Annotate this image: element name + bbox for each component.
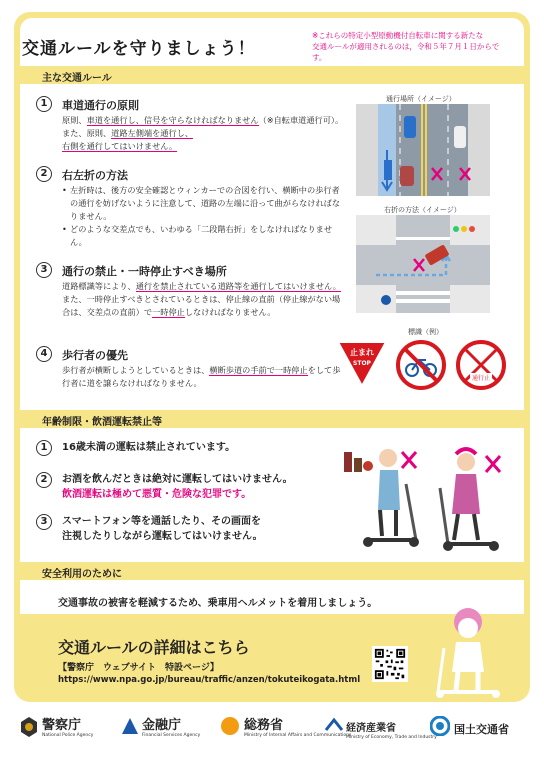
- poster: 交通ルールを守りましょう！ ※これらの特定小型原動機付自転車に関する新たな 交通ルールが適用されるのは，令和５年７月１日からです。 主な交通ルール 1 車道通行の原則 原則、車道を通行し、信号を守らなければなりません（※自転車道通行可）。また、原則、道路左側端を通行し、 右側を通行してはいけません。 2 右左折の方法 • 左折時は、後方の安全確認とウィンカーでの合図を行い、横断中の歩行者の通行を妨げないように注意して、道路の左端に沿って曲がらなければなりません。 • どのような交差点でも、いわゆる「二段階右折」をしなければなりません。 3 通行の禁止・一時停止すべき場所 道路標識等により、通行を禁止されている道路等を通行してはいけません。また、一時停止すべきとされているときは、停止線の直前（停止線がない場合は、交差点の直前）で一時停止しなければなりません。 4 歩行者の優先 歩行者が横断しようとしているときは、横断歩道の手前で一時停止をして歩行者に道を譲らなければなりません。 通行場所（イメージ） 右折の方法（イメージ） 標識（例） 止まれ STOP 通行止 年齢制限・飲酒運転禁止等 1 16歳未満の運転は禁止されています。 2 お酒を飲んだときは絶対に運転してはいけません。 飲酒運転は極めて悪質・危険な犯罪です。 3 スマートフォン等を通話したり、その画面を 注視したりしながら運転してはいけません。 安全利用のために 交通事故の被害を軽減するため、乗車用ヘルメットを着用しましょう。 交通ルールの詳細はこちら 【警察庁 ウェブサイト 特設ページ】 https://www.npa.go.jp/bureau/traffic/anzen/tokuteikogata.html 警察庁 National Police Agency 金融庁 Financial Services Agency 総務省 Ministry of Internal Affairs and Communications 経済産業省 Ministry of Economy, Trade and Industry 国土交通省: [0, 0, 544, 768]
- svg-text:通行止: 通行止: [471, 375, 491, 382]
- section-heading-main-rules: 主な交通ルール: [20, 66, 524, 84]
- helmet-message: 交通事故の被害を軽減するため、乗車用ヘルメットを着用しましょう。: [58, 598, 378, 609]
- helmet-rider-illustration: [418, 602, 514, 698]
- section-heading-safety: 安全利用のために: [20, 562, 524, 580]
- signs-label: 標識（例）: [408, 328, 443, 336]
- effective-date-note: ※これらの特定小型原動機付自転車に関する新たな 交通ルールが適用されるのは，令和５年７月１日からです。: [312, 31, 500, 62]
- item-title: 歩行者の優先: [62, 349, 128, 362]
- fsa-mark-icon: [120, 716, 140, 736]
- item-body: 原則、車道を通行し、信号を守らなければなりません（※自転車道通行可）。また、原則、道路左側端を通行し、 右側を通行してはいけません。: [62, 115, 344, 151]
- item-title: 車道通行の原則: [62, 99, 139, 112]
- website-url[interactable]: https://www.npa.go.jp/bureau/traffic/anzen/tokuteikogata.html: [58, 675, 361, 685]
- mic-mark-icon: [220, 716, 240, 736]
- item-title: 右左折の方法: [62, 169, 128, 182]
- section-heading-age-alcohol: 年齢制限・飲酒運転禁止等: [20, 410, 524, 428]
- details-title: 交通ルールの詳細はこちら: [58, 638, 250, 657]
- lane-illustration: [356, 104, 490, 196]
- no-entry-sign: [456, 340, 506, 390]
- item-body: 道路標識等により、通行を禁止されている道路等を通行してはいけません。また、一時停止すべきとされているときは、停止線の直前（停止線がない場合は、交差点の直前）で一時停止しなければなりません。: [62, 281, 341, 317]
- riders-illustration: [336, 436, 516, 558]
- mlit-mark-icon: [430, 716, 450, 736]
- stop-sign: [336, 340, 388, 388]
- no-bicycle-sign: [396, 340, 446, 390]
- meti-mark-icon: [324, 716, 344, 736]
- item-number: 4: [36, 346, 52, 362]
- item-title: 通行の禁止・一時停止すべき場所: [62, 265, 227, 278]
- item-number: 3: [36, 262, 52, 278]
- qr-code[interactable]: [372, 646, 408, 682]
- item-number: 2: [36, 166, 52, 182]
- item-body: 歩行者が横断しようとしているときは、横断歩道の手前で一時停止をして歩行者に道を譲らなければなりません。: [62, 365, 341, 388]
- page-title: 交通ルールを守りましょう！: [22, 39, 256, 59]
- turn-illustration: [356, 215, 490, 313]
- svg-text:止まれ: 止まれ: [350, 348, 374, 357]
- item-body: • 左折時は、後方の安全確認とウィンカーでの合図を行い、横断中の歩行者の通行を妨げないように注意して、道路の左端に沿って曲がらなければなりません。 • どのような交差点でも、いわゆる「二段階右折」をしなければなりません。: [62, 184, 346, 249]
- lane-image-label: 通行場所（イメージ）: [386, 95, 456, 103]
- agency-logos: 警察庁 National Police Agency 金融庁 Financial Services Agency 総務省 Ministry of Internal Affairs and Communications 経済産業省 Ministry of Economy, Trade and Industry 国土交通省: [0, 712, 544, 762]
- turn-image-label: 右折の方法（イメージ）: [384, 206, 461, 214]
- website-label: 【警察庁 ウェブサイト 特設ページ】: [58, 663, 219, 673]
- police-emblem-icon: [20, 716, 38, 738]
- item-number: 1: [36, 96, 52, 112]
- svg-text:STOP: STOP: [353, 360, 371, 367]
